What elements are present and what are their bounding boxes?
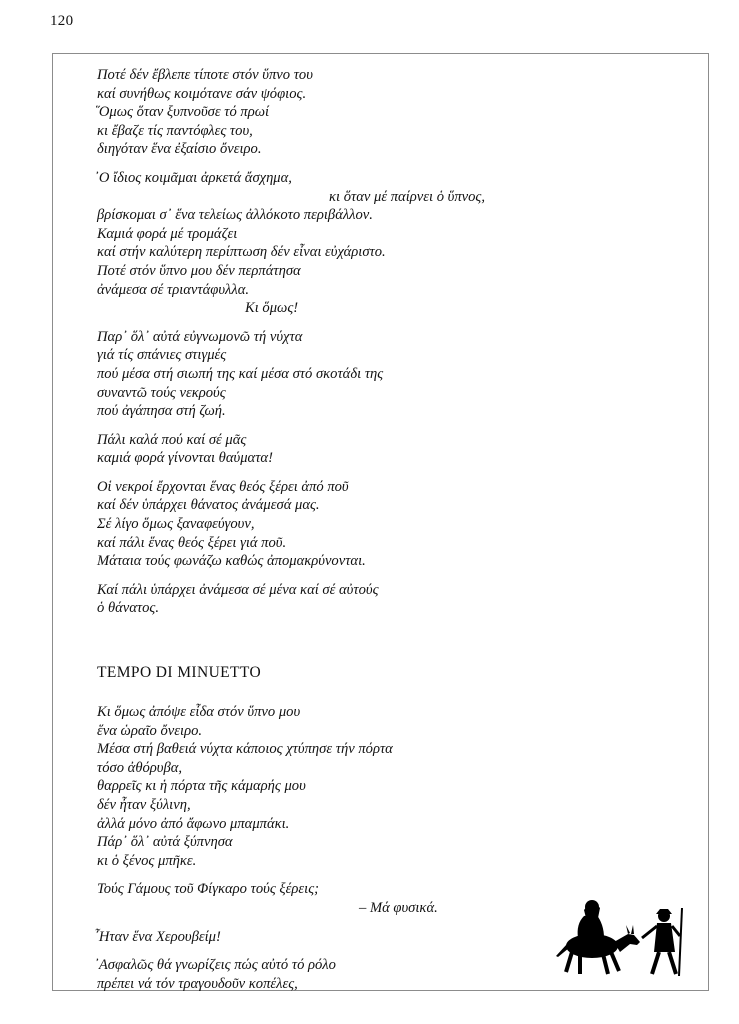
poem-line: κι ἔβαζε τίς παντόφλες του, [97, 122, 253, 139]
poem-body [94, 66, 697, 1003]
poem-line: Παρ᾿ ὅλ᾿ αὐτά εὐγνωμονῶ τή νύχτα [97, 328, 303, 345]
stanza-3 [97, 328, 697, 421]
poem-line: Καί πάλι ὑπάρχει ἀνάμεσα σέ μένα καί σέ αὐτούς [97, 581, 379, 598]
poem-line: γιά τίς σπάνιες στιγμές [97, 347, 227, 364]
poem-line: καμιά φορά γίνονται θαύματα! [97, 450, 273, 467]
poem-line: Μέσα στή βαθειά νύχτα κάποιος χτύπησε τήν πόρτα [97, 741, 393, 758]
stanza-4 [97, 431, 697, 468]
stanza-6 [97, 581, 697, 618]
poem-line: ᾿Ο ἴδιος κοιμᾶμαι ἀρκετά ἄσχημα, [94, 169, 292, 186]
poem-line: ᾿Ασφαλῶς θά γνωρίζεις πώς αὐτό τό ρόλο [94, 957, 336, 974]
poem-line: καί δέν ὑπάρχει θάνατος ἀνάμεσά μας. [97, 497, 320, 514]
poem-line: ῏Ηταν ἕνα Χερουβείμ! [94, 928, 221, 945]
poem-line: πρέπει νά τόν τραγουδοῦν κοπέλες, [97, 975, 298, 992]
poem-line: θαρρεῖς κι ἡ πόρτα τῆς κάμαρής μου [97, 778, 306, 795]
section-heading: TEMPO DI MINUETTO [97, 664, 262, 682]
poem-line: Πάρ᾿ ὅλ᾿ αὐτά ξύπνησα [97, 834, 233, 851]
poem-line: ὁ θάνατος. [97, 600, 160, 617]
poem-line: Μάταια τούς φωνάζω καθώς ἀπομακρύνονται. [97, 553, 366, 570]
poem-line: ῞Ομως ὅταν ξυπνοῦσε τό πρωί [94, 104, 270, 121]
poem-line: Κι ὅμως ἀπόψε εἶδα στόν ὕπνο μου [97, 704, 301, 721]
poem-line: Οἱ νεκροί ἔρχονται ἕνας θεός ξέρει ἀπό ποῦ [97, 478, 349, 495]
poem-line: ἀνάμεσα σέ τριαντάφυλλα. [97, 281, 250, 298]
poem-line: δέν ἦταν ξύλινη, [97, 797, 191, 813]
poem-line: συναντῶ τούς νεκρούς [97, 384, 226, 401]
poem-line: Καμιά φορά μέ τρομάζει [97, 225, 238, 242]
poem-line: καί συνήθως κοιμότανε σάν ψόφιος. [97, 85, 307, 102]
poem-line: Κι ὅμως! [245, 300, 299, 317]
poem-line: καί πάλι ἕνας θεός ξέρει γιά ποῦ. [97, 534, 287, 551]
poem-line: πού μέσα στή σιωπή της καί μέσα στό σκοτάδι της [97, 365, 384, 382]
poem-line: βρίσκομαι σ᾿ ἕνα τελείως ἀλλόκοτο περιβάλλον. [97, 207, 373, 224]
poem-line: τόσο ἀθόρυβα, [97, 759, 183, 776]
poem-line: ἕνα ὡραῖο ὄνειρο. [97, 722, 203, 739]
poem-line: – Μά φυσικά. [359, 899, 438, 916]
page-frame [52, 53, 709, 991]
poem-line: Ποτέ δέν ἔβλεπε τίποτε στόν ὕπνο του [97, 67, 313, 83]
page-number: 120 [50, 13, 74, 29]
poem-line: Σέ λίγο ὅμως ξαναφεύγουν, [97, 516, 255, 533]
poem-line: Τούς Γάμους τοῦ Φίγκαρο τούς ξέρεις; [97, 881, 319, 898]
poem-line: Πάλι καλά πού καί σέ μᾶς [97, 431, 247, 448]
poem-line: ἀλλά μόνο ἀπό ἄφωνο μπαμπάκι. [97, 815, 290, 832]
poem-line: Ποτέ στόν ὕπνο μου δέν περπάτησα [97, 262, 301, 279]
poem-line: διηγόταν ἕνα ἐξαίσιο ὄνειρο. [97, 141, 262, 158]
poem-line: κι ὅταν μέ παίρνει ὁ ὕπνος, [329, 188, 485, 205]
poem-line: καί στήν καλύτερη περίπτωση δέν εἶναι εὐχάριστο. [97, 244, 386, 261]
section-stanza-1 [97, 703, 697, 870]
poem-line: πού ἀγάπησα στή ζωή. [97, 403, 226, 420]
stanza-5 [97, 478, 697, 571]
stanza-1 [94, 66, 697, 159]
stanza-2 [94, 169, 697, 318]
flight-into-egypt-silhouette-icon [548, 894, 693, 979]
poem-line: κι ὁ ξένος μπῆκε. [97, 852, 197, 869]
